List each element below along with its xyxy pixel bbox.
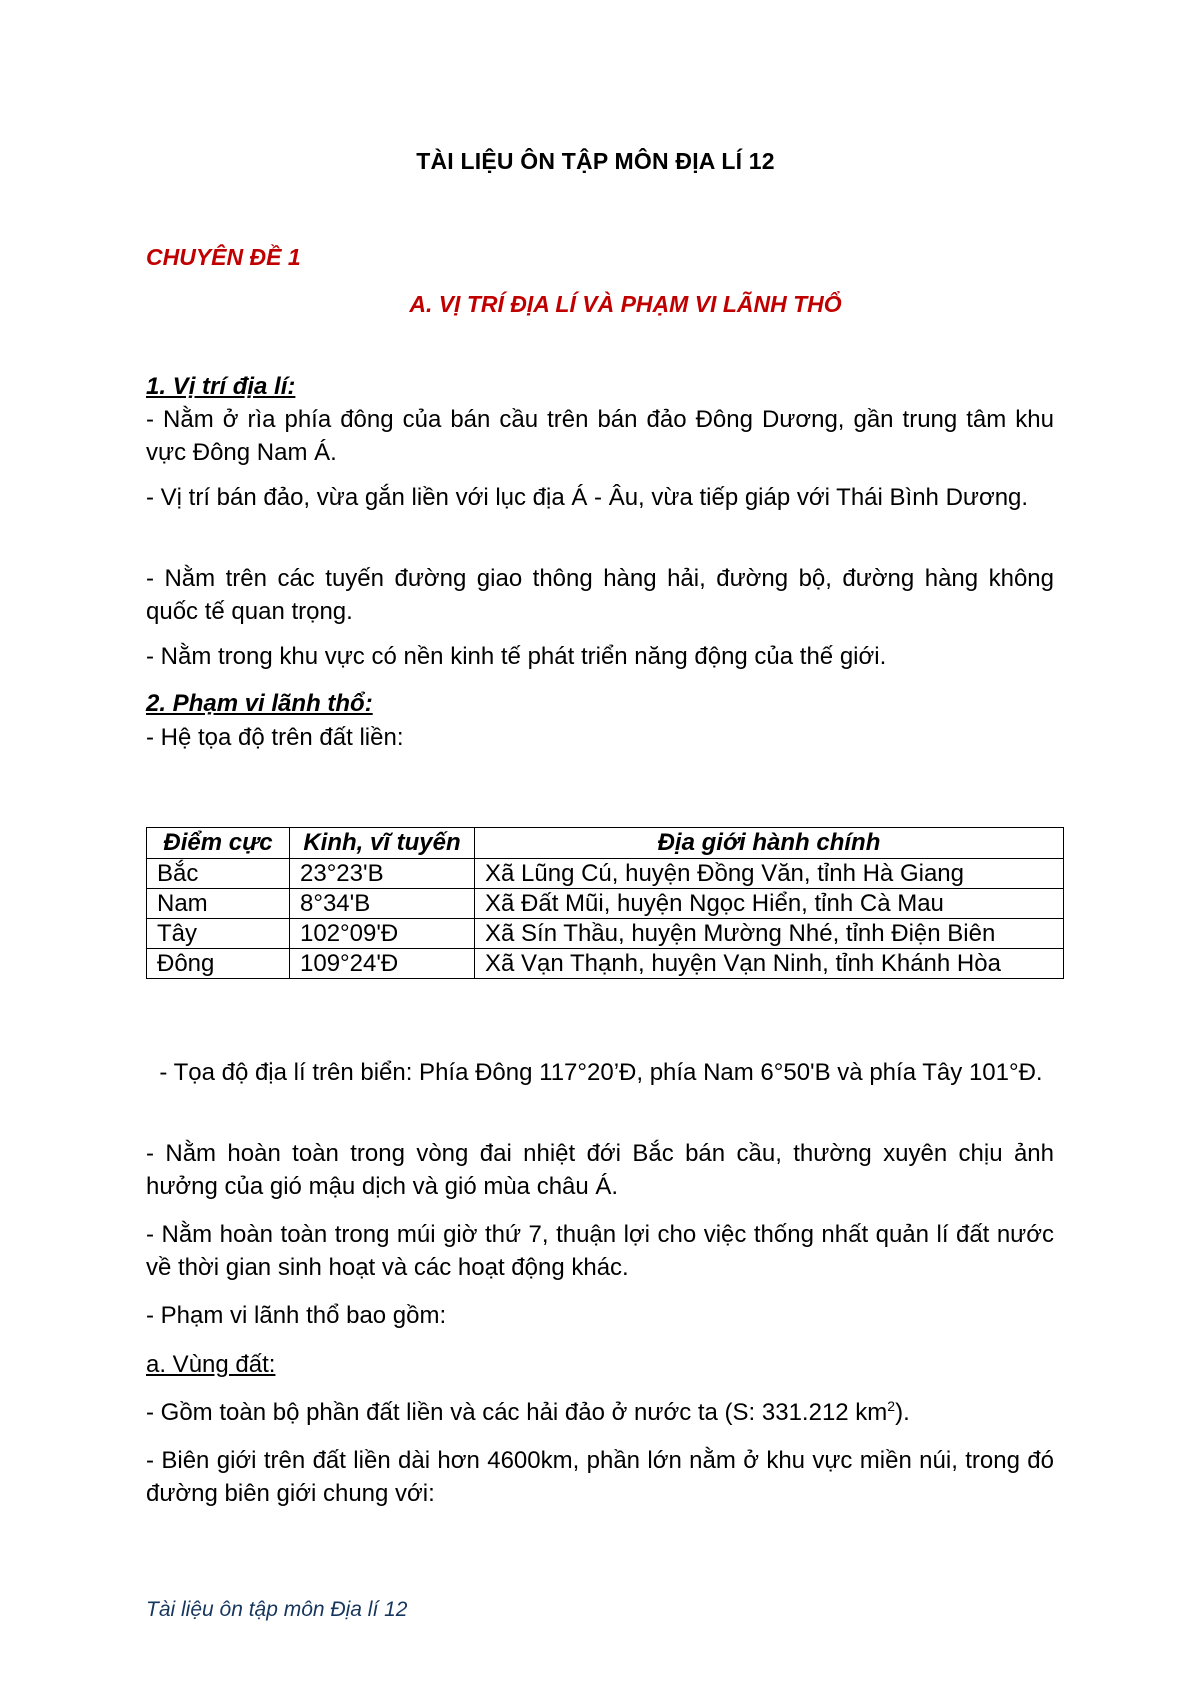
time-zone: - Nằm hoàn toàn trong múi giờ thứ 7, thuận lợi cho việc thống nhất quản lí đất nước về thời gian sinh hoạt và các hoạt động khác. xyxy=(146,1221,1054,1281)
location-item-1: - Nằm ở rìa phía đông của bán cầu trên bán đảo Đông Dương, gần trung tâm khu vực Đông Nam Á. xyxy=(146,406,1054,466)
land-coords-intro: - Hệ tọa độ trên đất liền: xyxy=(146,724,404,751)
table-cell-coordinate: 102°09'Đ xyxy=(290,919,475,949)
table-cell-point: Nam xyxy=(147,889,290,919)
tropical-zone: - Nằm hoàn toàn trong vòng đai nhiệt đới Bắc bán cầu, thường xuyên chịu ảnh hưởng của gió mậu dịch và gió mùa châu Á. xyxy=(146,1140,1054,1200)
location-item-4: - Nằm trong khu vực có nền kinh tế phát triển năng động của thế giới. xyxy=(146,643,887,670)
territory-scope: - Phạm vi lãnh thổ bao gồm: xyxy=(146,1302,447,1329)
column-header-admin: Địa giới hành chính xyxy=(475,828,1064,859)
land-area-heading: a. Vùng đất: xyxy=(146,1351,276,1378)
land-area-item-2: - Biên giới trên đất liền dài hơn 4600km, phần lớn nằm ở khu vực miền núi, trong đó đường biên giới chung với: xyxy=(146,1447,1054,1507)
table-cell-coordinate: 23°23'B xyxy=(290,859,475,889)
table-cell-point: Đông xyxy=(147,949,290,979)
table-row xyxy=(147,859,1064,889)
table-cell-admin: Xã Lũng Cú, huyện Đồng Văn, tỉnh Hà Giang xyxy=(475,859,1064,889)
table-row xyxy=(147,889,1064,919)
location-item-2: - Vị trí bán đảo, vừa gắn liền với lục địa Á - Âu, vừa tiếp giáp với Thái Bình Dương. xyxy=(146,484,1029,511)
table-cell-admin: Xã Sín Thầu, huyện Mường Nhé, tỉnh Điện Biên xyxy=(475,919,1064,949)
table-cell-point: Tây xyxy=(147,919,290,949)
land-area-text-end: ). xyxy=(895,1399,910,1426)
table-row xyxy=(147,919,1064,949)
table-cell-coordinate: 109°24'Đ xyxy=(290,949,475,979)
sea-coordinates: - Tọa độ địa lí trên biển: Phía Đông 117°20’Đ, phía Nam 6°50'B và phía Tây 101°Đ. xyxy=(146,1059,1043,1086)
section-title: A. VỊ TRÍ ĐỊA LÍ VÀ PHẠM VI LÃNH THỔ xyxy=(409,291,842,317)
table-cell-coordinate: 8°34'B xyxy=(290,889,475,919)
heading-geographic-location: 1. Vị trí địa lí: xyxy=(146,373,296,400)
table-cell-point: Bắc xyxy=(147,859,290,889)
table-cell-admin: Xã Vạn Thạnh, huyện Vạn Ninh, tỉnh Khánh Hòa xyxy=(475,949,1064,979)
heading-territory: 2. Phạm vi lãnh thổ: xyxy=(146,690,373,717)
column-header-coordinates: Kinh, vĩ tuyến xyxy=(290,828,475,859)
land-area-item-1 xyxy=(146,1396,910,1429)
extreme-points-table xyxy=(146,827,1064,979)
location-item-3: - Nằm trên các tuyến đường giao thông hàng hải, đường bộ, đường hàng không quốc tế quan trọng. xyxy=(146,565,1054,625)
page-footer: Tài liệu ôn tập môn Địa lí 12 xyxy=(146,1598,408,1621)
land-area-text: - Gồm toàn bộ phần đất liền và các hải đảo ở nước ta (S: 331.212 km xyxy=(146,1399,888,1426)
column-header-point: Điểm cực xyxy=(147,828,290,859)
superscript-two: 2 xyxy=(887,1398,896,1414)
table-header-row xyxy=(147,828,1064,859)
document-title: TÀI LIỆU ÔN TẬP MÔN ĐỊA LÍ 12 xyxy=(416,148,775,174)
table-row xyxy=(147,949,1064,979)
table-cell-admin: Xã Đất Mũi, huyện Ngọc Hiển, tỉnh Cà Mau xyxy=(475,889,1064,919)
topic-label: CHUYÊN ĐỀ 1 xyxy=(146,244,301,270)
